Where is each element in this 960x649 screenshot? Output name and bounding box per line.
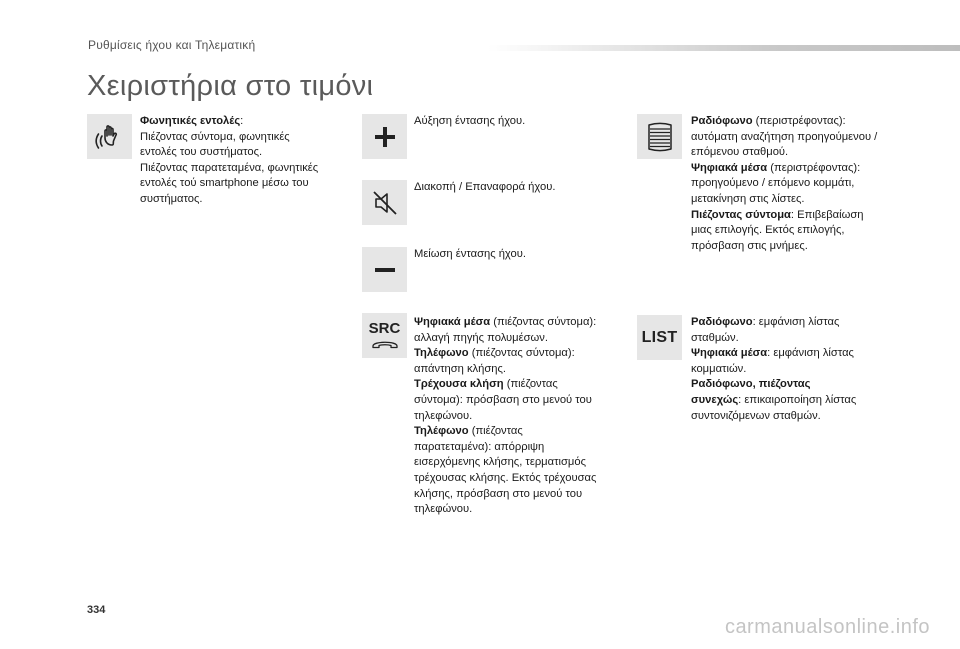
mute-icon [362,180,407,225]
voice-command-description: Φωνητικές εντολές: Πιέζοντας σύντομα, φωνητικές εντολές του συστήματος. Πιέζοντας παρατεταμένα, φωνητικές εντολές τού smartphone μέσω του συστήματος. [140,115,319,205]
section-header: Ρυθμίσεις ήχου και Τηλεματική [88,38,256,52]
list-description: Ραδιόφωνο: εμφάνιση λίστας σταθμών. Ψηφιακά μέσα: εμφάνιση λίστας κομματιών. Ραδιόφωνο, πιέζοντας συνεχώς: επικαιροποίηση λίστας συντονιζόμενων σταθμών. [691,316,857,422]
thumbwheel-description: Ραδιόφωνο (περιστρέφοντας): αυτόματη αναζήτηση προηγούμενου / επόμενου σταθμού. Ψηφιακά μέσα (περιστρέφοντας): προηγούμενο / επόμενο κομμάτι, μετακίνηση στις λίστες. Πιέζοντας σύντομα: Επιβεβαίωση μιας επιλογής. Εκτός επιλογής, πρόσβαση στις μνήμες. [691,115,878,252]
src-phone-icon: SRC [362,313,407,358]
minus-icon [362,247,407,292]
src-description: Ψηφιακά μέσα (πιέζοντας σύντομα): αλλαγή πηγής πολυμέσων. Τηλέφωνο (πιέζοντας σύντομα): απάντηση κλήσης. Τρέχουσα κλήση (πιέζοντας σύντομα): πρόσβαση στο μενού του τηλεφώνου. Τηλέφωνο (πιέζοντας παρατεταμένα): απόρριψη εισερχόμενης κλήσης, τερματισμός τρέχουσας κλήσης. Εκτός τρέχουσας κλήσης, πρόσβαση στο μενού του τηλεφώνου. [414,316,597,516]
volume-down-description: Μείωση έντασης ήχου. [414,248,526,260]
header-gradient-bar [488,45,960,51]
mute-description: Διακοπή / Επαναφορά ήχου. [414,181,556,193]
page-title: Χειριστήρια στο τιμόνι [87,70,374,102]
volume-up-description: Αύξηση έντασης ήχου. [414,115,526,127]
page-number: 334 [87,604,106,616]
list-button-icon: LIST [637,315,682,360]
voice-command-icon [87,114,132,159]
watermark: carmanualsonline.info [724,616,930,638]
plus-icon [362,114,407,159]
thumbwheel-icon [637,114,682,159]
